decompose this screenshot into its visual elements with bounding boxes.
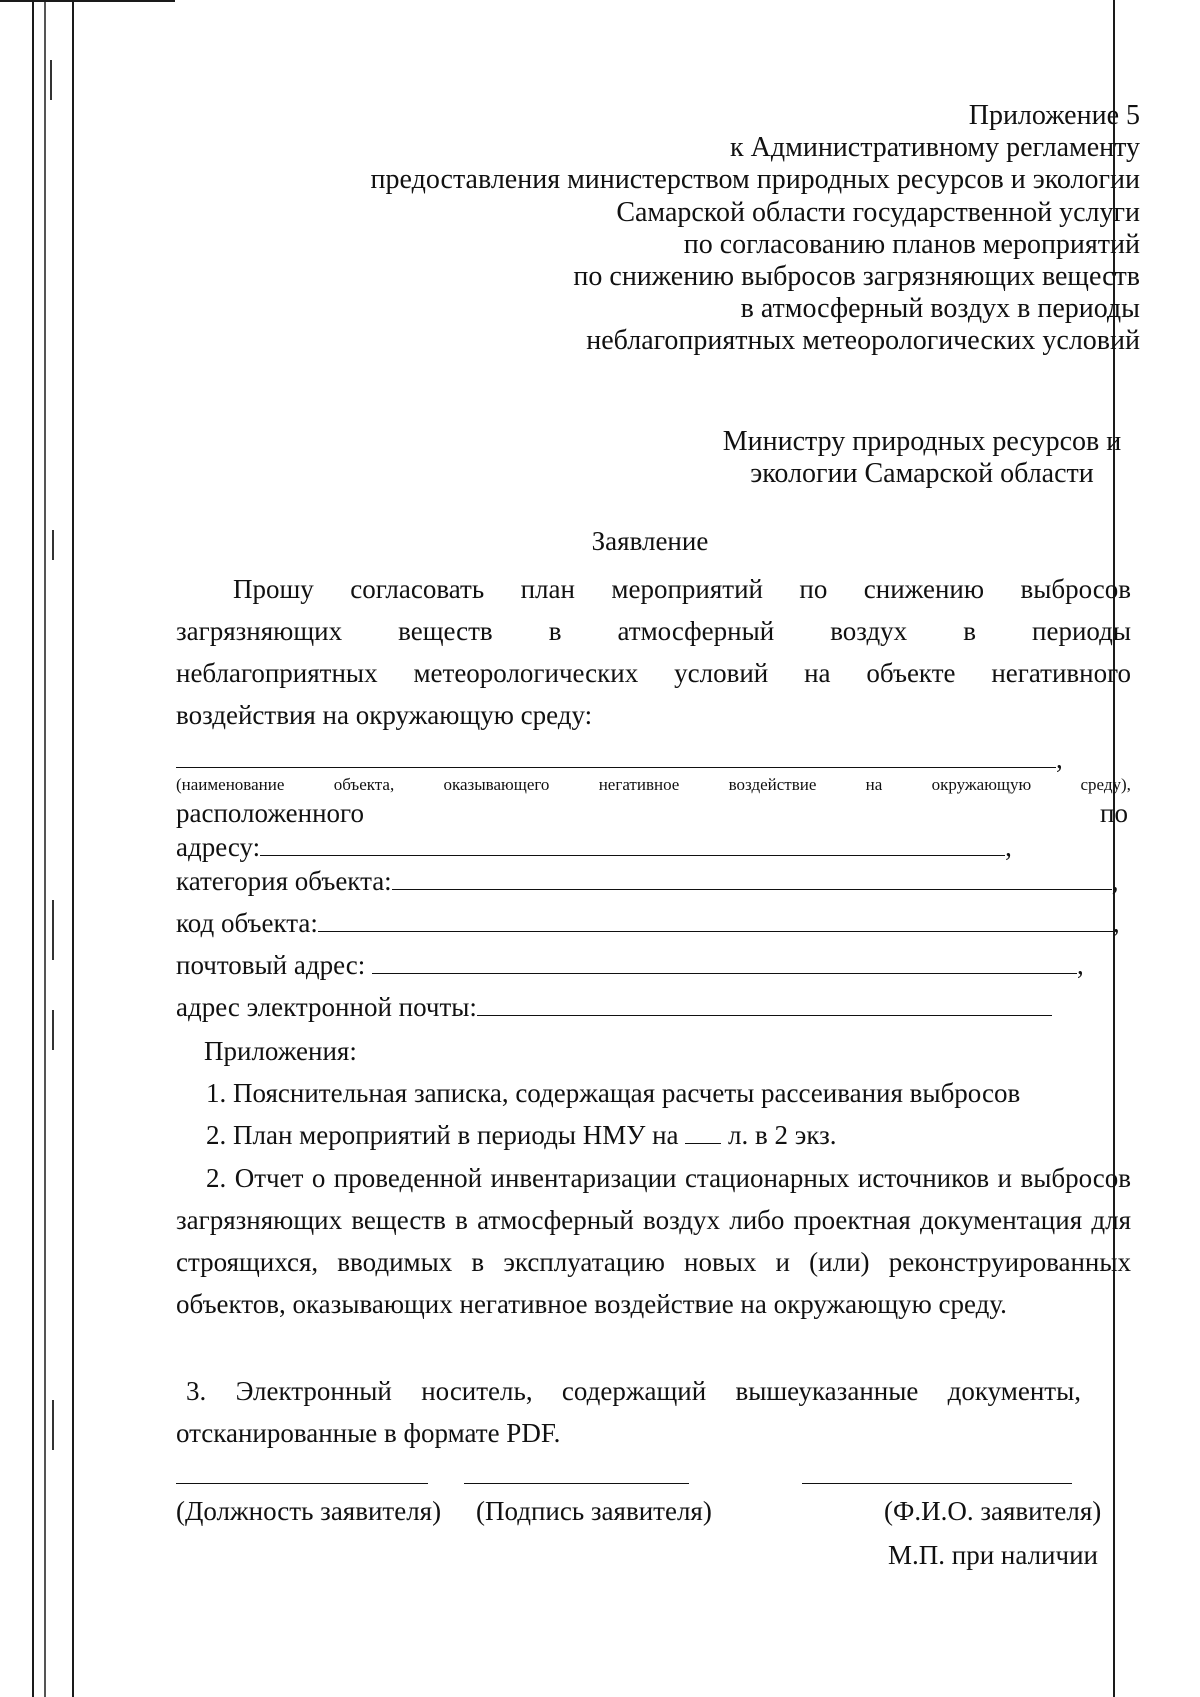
object-name-caption	[176, 775, 1131, 795]
pages-count-field[interactable]	[685, 1121, 721, 1144]
attachment-item-2-text: 2. План мероприятий в периоды НМУ на	[206, 1120, 686, 1150]
addressee	[712, 426, 1132, 490]
header-line: по согласованию планов мероприятий	[683, 228, 1140, 260]
document-title: Заявление	[591, 526, 709, 556]
name-signature-line[interactable]	[802, 1483, 1072, 1484]
located-label: расположенного	[176, 798, 364, 828]
appendix-header	[240, 100, 1140, 358]
scan-mark	[52, 1010, 54, 1050]
name-caption: (Ф.И.О. заявителя)	[884, 1496, 1102, 1526]
request-line: загрязняющих веществ в атмосферный воздух в периоды	[176, 616, 1131, 646]
header-line: к Административному регламенту	[730, 132, 1140, 164]
caption-word: воздействие	[728, 775, 817, 794]
scan-mark	[52, 1400, 54, 1450]
position-signature-line[interactable]	[176, 1483, 428, 1484]
scan-mark	[50, 60, 52, 100]
address-label: адресу:	[176, 832, 261, 862]
stamp-caption: М.П. при наличии	[888, 1540, 1098, 1570]
category-field[interactable]: категория объекта: ,	[176, 866, 1119, 896]
caption-word: оказывающего	[443, 775, 550, 794]
signature-caption: (Подпись заявителя)	[476, 1496, 712, 1526]
header-line: Приложение 5	[968, 100, 1140, 131]
addressee-line: экологии Самарской области	[750, 458, 1094, 489]
postal-address-field[interactable]: почтовый адрес: ,	[176, 950, 1084, 980]
attachments-heading: Приложения:	[204, 1036, 357, 1066]
category-label: категория объекта:	[176, 866, 392, 896]
scan-border-left-3	[72, 0, 74, 1697]
attachment-item-3: 2. Отчет о проведенной инвентаризации стационарных источников и выбросов загрязняющих веществ в атмосферный воздух либо проектная документация для строящихся, вводимых в эксплуатацию новых и (или) реконструированных объектов, оказывающих негативное воздействие на окружающую среду.	[176, 1163, 1131, 1319]
header-line: по снижению выбросов загрязняющих веществ	[573, 261, 1140, 293]
caption-word: негативное	[598, 775, 680, 794]
caption-word: на	[865, 775, 883, 794]
header-line: неблагоприятных метеорологических условий	[586, 325, 1140, 357]
scan-border-left-inner	[44, 0, 46, 1697]
located-po-label: по	[1100, 798, 1128, 828]
signature-line[interactable]	[464, 1483, 689, 1484]
attachment-item-2	[206, 1120, 837, 1151]
header-line: предоставления министерством природных ресурсов и экологии	[370, 164, 1140, 196]
attachment-item-4: 3. Электронный носитель, содержащий вышеуказанные документы, отсканированные в формате PDF.	[176, 1376, 1081, 1448]
attachment-item-2-suffix: л. в 2 экз.	[721, 1120, 837, 1150]
address-field[interactable]: адресу: ,	[176, 832, 1012, 862]
scan-mark	[52, 900, 54, 960]
caption-word: (наименование	[176, 775, 285, 794]
request-line: Прошу согласовать план мероприятий по снижению выбросов	[233, 574, 1131, 604]
header-line: в атмосферный воздух в периоды	[740, 293, 1140, 325]
request-line: неблагоприятных метеорологических условий на объекте негативного	[176, 658, 1131, 688]
email-label: адрес электронной почты:	[176, 992, 477, 1022]
scan-top-edge	[0, 0, 175, 2]
attachment-item-1: 1. Пояснительная записка, содержащая расчеты рассеивания выбросов	[206, 1078, 1021, 1108]
position-caption: (Должность заявителя)	[176, 1496, 442, 1526]
caption-word: окружающую	[931, 775, 1032, 794]
object-name-field[interactable]: ,	[176, 744, 1063, 775]
code-label: код объекта:	[176, 908, 318, 938]
caption-word: среду),	[1080, 775, 1131, 794]
email-field[interactable]	[176, 992, 1052, 1023]
caption-word: объекта,	[333, 775, 395, 794]
addressee-line: Министру природных ресурсов и	[722, 426, 1122, 457]
postal-label: почтовый адрес:	[176, 950, 372, 980]
scan-border-left	[32, 0, 34, 1697]
header-line: Самарской области государственной услуги	[616, 196, 1140, 228]
object-code-field[interactable]: код объекта: ,	[176, 908, 1120, 938]
request-line: воздействия на окружающую среду:	[176, 700, 593, 730]
